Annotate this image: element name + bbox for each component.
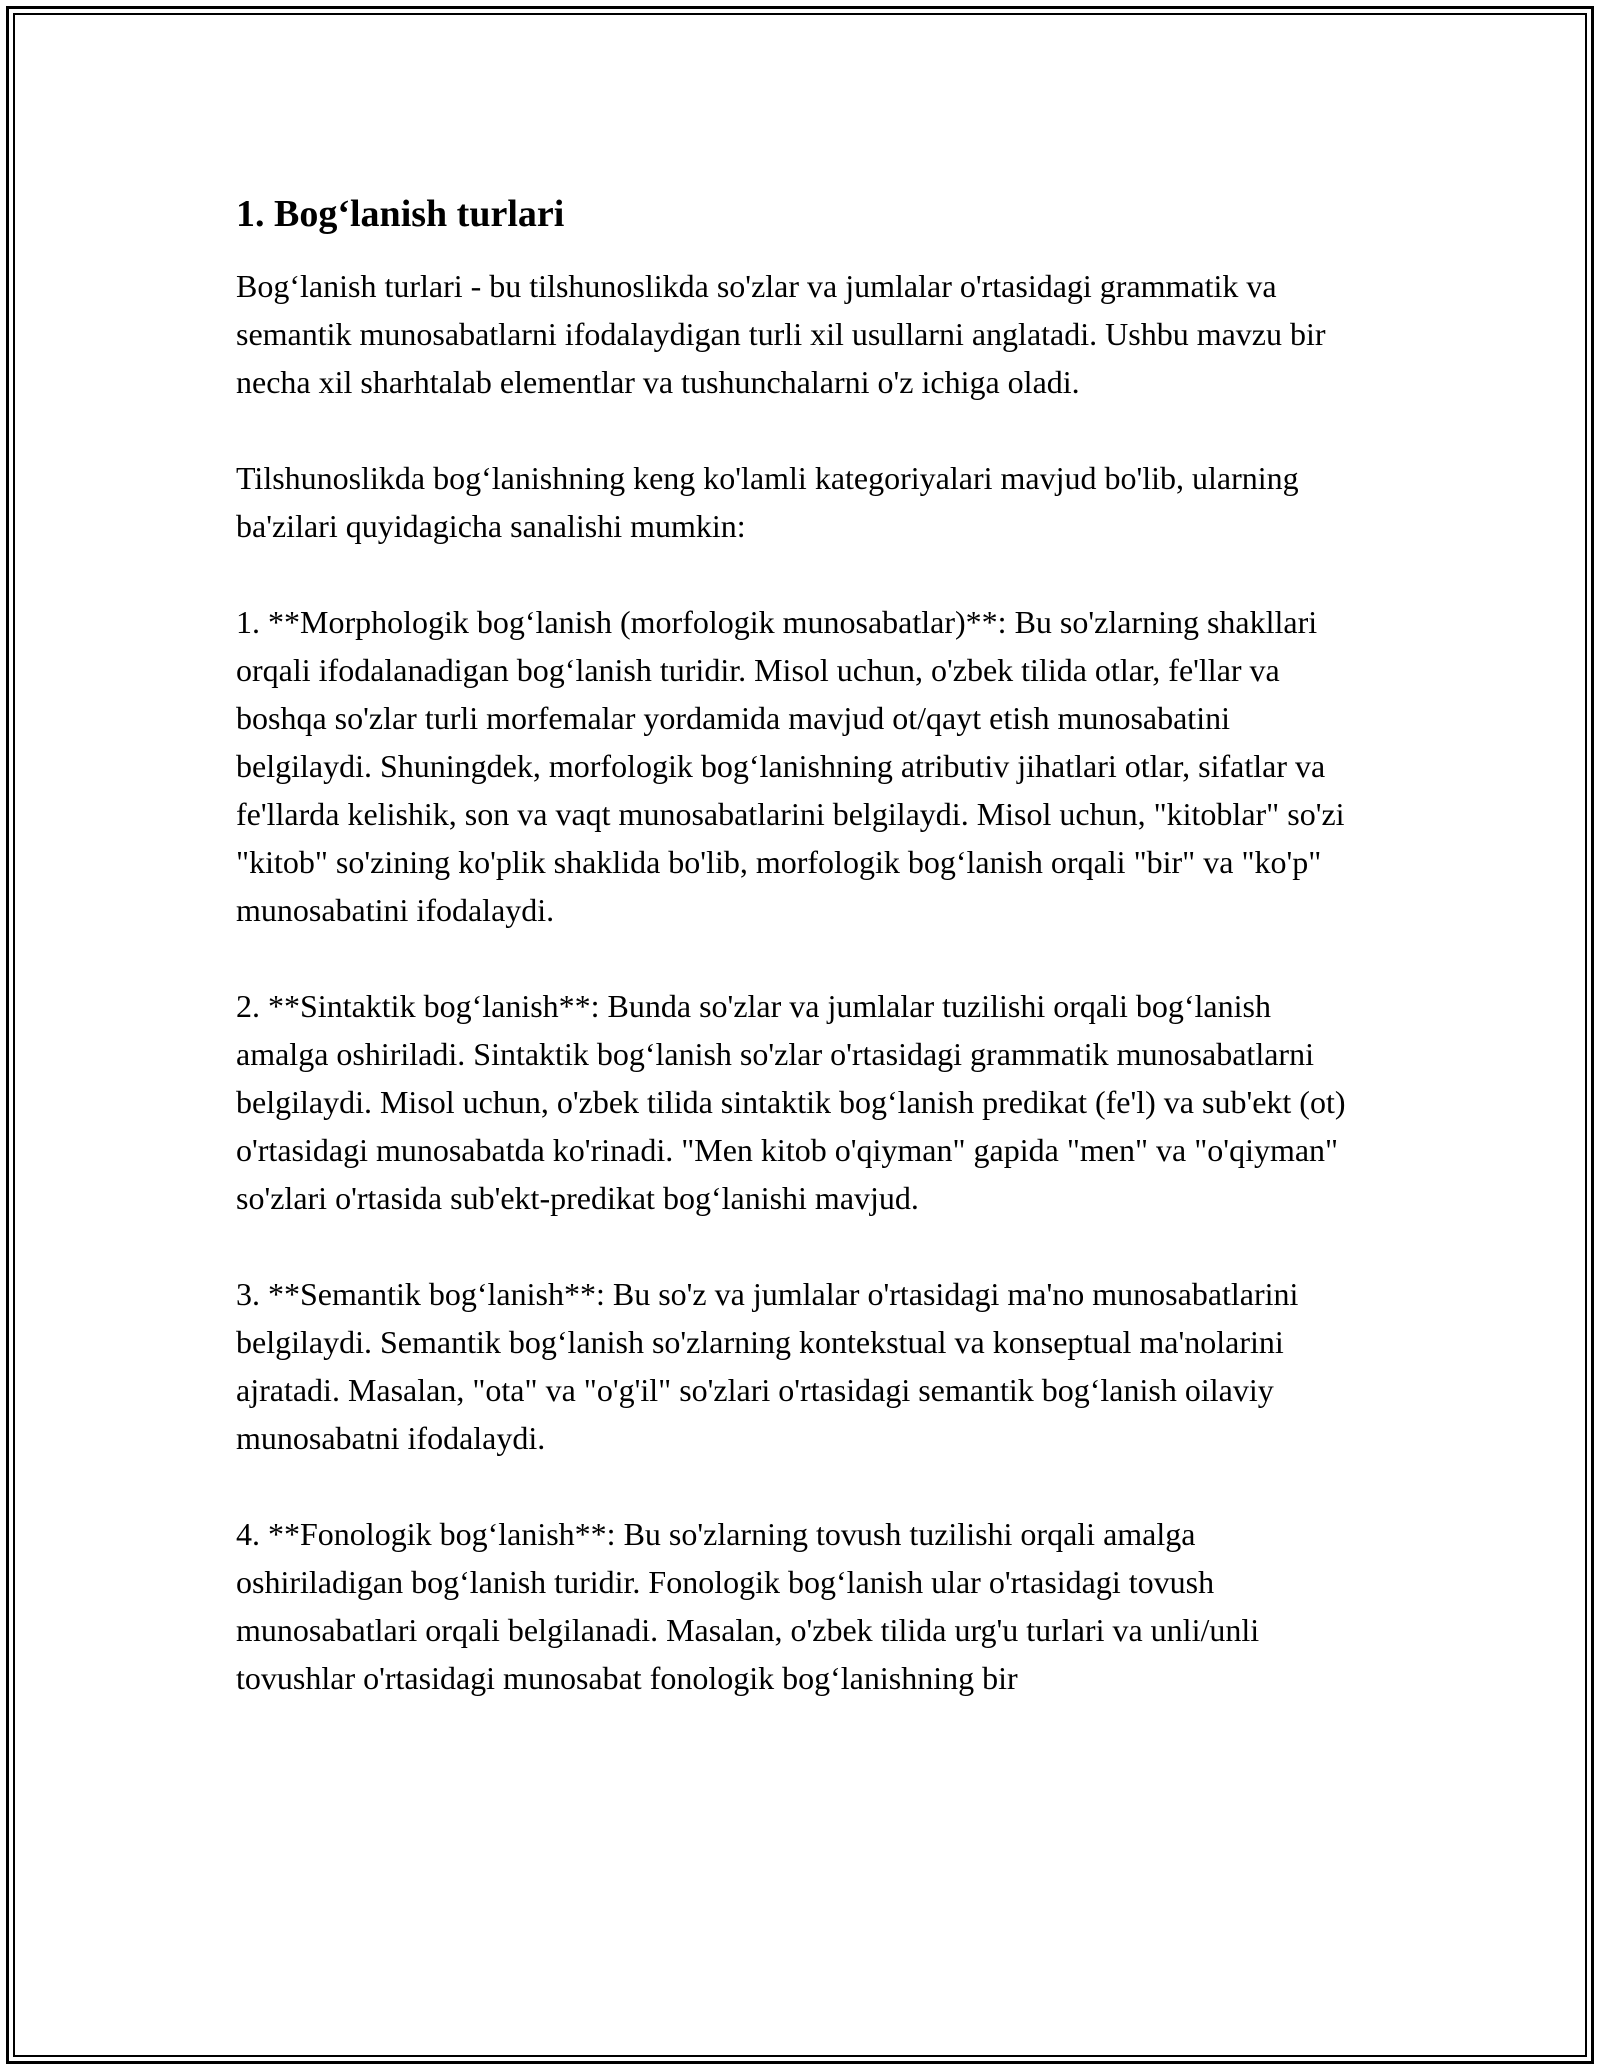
section-heading: 1. Bog‘lanish turlari xyxy=(236,193,565,235)
paragraph-morphological: 1. **Morphologik bog‘lanish (morfologik munosabatlar)**: Bu so'zlarning shakllari orqali ifodalanadigan bog‘lanish turidir. Misol uchun, o'zbek tilida otlar, fe'llar va boshqa so'zlar turli morfemalar yordamida mavjud ot/qayt etish munosabatini belgilaydi. Shuningdek, morfologik bog‘lanishning atributiv jihatlari otlar, sifatlar va fe'llarda kelishik, son va vaqt munosabatlarini belgilaydi. Misol uchun, "kitoblar" so'zi "kitob" so'zining ko'plik shaklida bo'lib, morfologik bog‘lanish orqali "bir" va "ko'p" munosabatini ifodalaydi. xyxy=(236,604,1345,928)
paragraph-semantic: 3. **Semantik bog‘lanish**: Bu so'z va jumlalar o'rtasidagi ma'no munosabatlarini belgilaydi. Semantik bog‘lanish so'zlarning kontekstual va konseptual ma'nolarini ajratadi. Masalan, "ota" va "o'g'il" so'zlari o'rtasidagi semantik bog‘lanish oilaviy munosabatni ifodalaydi. xyxy=(236,1276,1299,1456)
document-body xyxy=(236,190,1366,1750)
paragraph-syntactic: 2. **Sintaktik bog‘lanish**: Bunda so'zlar va jumlalar tuzilishi orqali bog‘lanish amalga oshiriladi. Sintaktik bog‘lanish so'zlar o'rtasidagi grammatik munosabatlarni belgilaydi. Misol uchun, o'zbek tilida sintaktik bog‘lanish predikat (fe'l) va sub'ekt (ot) o'rtasidagi munosabatda ko'rinadi. "Men kitob o'qiyman" gapida "men" va "o'qiyman" so'zlari o'rtasida sub'ekt-predikat bog‘lanishi mavjud. xyxy=(236,988,1346,1216)
paragraph-phonological: 4. **Fonologik bog‘lanish**: Bu so'zlarning tovush tuzilishi orqali amalga oshiriladigan bog‘lanish turidir. Fonologik bog‘lanish ular o'rtasidagi tovush munosabatlari orqali belgilanadi. Masalan, o'zbek tilida urg'u turlari va unli/unli tovushlar o'rtasidagi munosabat fonologik bog‘lanishning bir xyxy=(236,1516,1260,1696)
paragraph-intro: Bog‘lanish turlari - bu tilshunoslikda so'zlar va jumlalar o'rtasidagi grammatik va semantik munosabatlarni ifodalaydigan turli xil usullarni anglatadi. Ushbu mavzu bir necha xil sharhtalab elementlar va tushunchalarni o'z ichiga oladi. xyxy=(236,268,1326,400)
paragraph-categories: Tilshunoslikda bog‘lanishning keng ko'lamli kategoriyalari mavjud bo'lib, ularning ba'zilari quyidagicha sanalishi mumkin: xyxy=(236,460,1299,544)
